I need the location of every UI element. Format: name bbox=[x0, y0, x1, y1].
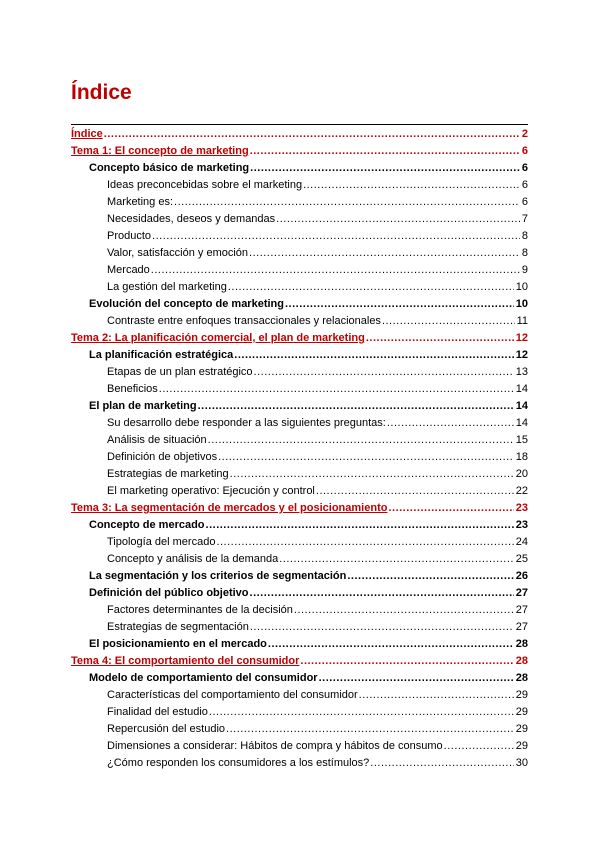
toc-entry[interactable] bbox=[71, 449, 528, 466]
toc-entry[interactable] bbox=[71, 126, 528, 143]
toc-entry-label: Concepto básico de marketing bbox=[89, 162, 250, 174]
toc-entry-page: 23 bbox=[515, 519, 528, 531]
toc-entry-label: Valor, satisfacción y emoción bbox=[107, 247, 249, 259]
toc-entry-page: 27 bbox=[515, 604, 528, 616]
toc-entry-page: 10 bbox=[515, 298, 528, 310]
dot-leader bbox=[226, 721, 514, 738]
dot-leader bbox=[370, 755, 513, 772]
dot-leader bbox=[294, 602, 514, 619]
toc-entry-label: El posicionamiento en el mercado bbox=[89, 638, 267, 650]
dot-leader bbox=[316, 483, 514, 500]
toc-entry-label: Tema 2: La planificación comercial, el plan de marketing bbox=[71, 332, 365, 344]
toc-entry[interactable] bbox=[71, 211, 528, 228]
dot-leader bbox=[250, 585, 514, 602]
dot-leader bbox=[285, 296, 514, 313]
toc-entry[interactable] bbox=[71, 177, 528, 194]
toc-entry-page: 28 bbox=[515, 638, 528, 650]
toc-entry-page: 26 bbox=[515, 570, 528, 582]
toc-entry-page: 29 bbox=[515, 689, 528, 701]
toc-entry-page: 28 bbox=[515, 672, 528, 684]
toc-entry[interactable] bbox=[71, 619, 528, 636]
dot-leader bbox=[249, 245, 520, 262]
toc-entry[interactable] bbox=[71, 534, 528, 551]
toc-entry[interactable] bbox=[71, 687, 528, 704]
toc-entry-page: 7 bbox=[521, 213, 528, 225]
toc-entry[interactable] bbox=[71, 381, 528, 398]
toc-entry-label: La planificación estratégica bbox=[89, 349, 234, 361]
toc-entry-label: El marketing operativo: Ejecución y control bbox=[107, 485, 315, 497]
toc-entry-label: Evolución del concepto de marketing bbox=[89, 298, 284, 310]
dot-leader bbox=[276, 211, 520, 228]
toc-entry-label: Concepto de mercado bbox=[89, 519, 205, 531]
toc-entry[interactable] bbox=[71, 245, 528, 262]
dot-leader bbox=[234, 347, 513, 364]
toc-entry-page: 6 bbox=[521, 179, 528, 191]
toc-entry[interactable] bbox=[71, 160, 528, 177]
toc-entry-page: 23 bbox=[515, 502, 528, 514]
toc-entry-page: 27 bbox=[515, 587, 528, 599]
dot-leader bbox=[250, 160, 520, 177]
toc-entry[interactable] bbox=[71, 296, 528, 313]
toc-entry-page: 8 bbox=[521, 247, 528, 259]
dot-leader bbox=[174, 194, 520, 211]
dot-leader bbox=[303, 177, 520, 194]
toc-entry-label: Dimensiones a considerar: Hábitos de compra y hábitos de consumo bbox=[107, 740, 443, 752]
toc-entry[interactable] bbox=[71, 194, 528, 211]
dot-leader bbox=[279, 551, 514, 568]
toc-entry-label: Características del comportamiento del consumidor bbox=[107, 689, 358, 701]
dot-leader bbox=[268, 636, 514, 653]
toc-entry[interactable] bbox=[71, 398, 528, 415]
toc-entry[interactable] bbox=[71, 330, 528, 347]
toc-entry[interactable] bbox=[71, 466, 528, 483]
toc-entry-label: Mercado bbox=[107, 264, 150, 276]
toc-entry[interactable] bbox=[71, 755, 528, 772]
toc-entry-label: Marketing es: bbox=[107, 196, 174, 208]
toc-entry[interactable] bbox=[71, 143, 528, 160]
toc-entry-page: 15 bbox=[515, 434, 528, 446]
toc-entry-page: 6 bbox=[521, 145, 528, 157]
dot-leader bbox=[347, 568, 513, 585]
toc-entry[interactable] bbox=[71, 517, 528, 534]
toc-entry-label: Su desarrollo debe responder a las siguientes preguntas: bbox=[107, 417, 386, 429]
dot-leader bbox=[218, 449, 514, 466]
toc-entry[interactable] bbox=[71, 313, 528, 330]
toc-entry-label: Tema 3: La segmentación de mercados y el posicionamiento bbox=[71, 502, 388, 514]
page-title: Índice bbox=[71, 81, 132, 104]
toc-entry-page: 24 bbox=[515, 536, 528, 548]
toc-entry-label: Concepto y análisis de la demanda bbox=[107, 553, 279, 565]
toc-entry[interactable] bbox=[71, 228, 528, 245]
document-page bbox=[71, 80, 528, 772]
toc-entry-label: La segmentación y los criterios de segmentación bbox=[89, 570, 347, 582]
toc-entry-label: Estrategias de segmentación bbox=[107, 621, 249, 633]
toc-entry[interactable] bbox=[71, 602, 528, 619]
dot-leader bbox=[151, 262, 520, 279]
toc-entry-page: 20 bbox=[515, 468, 528, 480]
toc-entry-page: 14 bbox=[515, 400, 528, 412]
dot-leader bbox=[359, 687, 514, 704]
toc-entry-page: 9 bbox=[521, 264, 528, 276]
toc-entry-label: La gestión del marketing bbox=[107, 281, 227, 293]
toc-entry-page: 6 bbox=[521, 162, 528, 174]
toc-entry[interactable] bbox=[71, 432, 528, 449]
toc-entry-label: Tipología del mercado bbox=[107, 536, 216, 548]
toc-entry-label: Estrategias de marketing bbox=[107, 468, 229, 480]
toc-entry-page: 13 bbox=[515, 366, 528, 378]
toc-entry[interactable] bbox=[71, 636, 528, 653]
toc-entry-label: ¿Cómo responden los consumidores a los estímulos? bbox=[107, 757, 370, 769]
toc-entry-page: 11 bbox=[516, 315, 528, 327]
toc-entry[interactable] bbox=[71, 483, 528, 500]
dot-leader bbox=[366, 330, 514, 347]
toc-entry-label: Producto bbox=[107, 230, 152, 242]
dot-leader bbox=[209, 704, 514, 721]
dot-leader bbox=[228, 279, 514, 296]
toc-entry-label: Definición del público objetivo bbox=[89, 587, 249, 599]
toc-entry[interactable] bbox=[71, 364, 528, 381]
toc-entry-label: Repercusión del estudio bbox=[107, 723, 226, 735]
toc-entry[interactable] bbox=[71, 670, 528, 687]
toc-entry-label: Definición de objetivos bbox=[107, 451, 218, 463]
toc-entry-page: 2 bbox=[521, 128, 528, 140]
dot-leader bbox=[388, 500, 513, 517]
dot-leader bbox=[208, 432, 514, 449]
toc-entry-page: 28 bbox=[515, 655, 528, 667]
dot-leader bbox=[198, 398, 514, 415]
dot-leader bbox=[382, 313, 515, 330]
toc-entry-page: 22 bbox=[515, 485, 528, 497]
dot-leader bbox=[300, 653, 513, 670]
toc-entry-label: Necesidades, deseos y demandas bbox=[107, 213, 276, 225]
toc-entry-page: 12 bbox=[515, 332, 528, 344]
toc-entry[interactable] bbox=[71, 568, 528, 585]
toc-entry-label: Contraste entre enfoques transaccionales y relacionales bbox=[107, 315, 381, 327]
toc-entry-label: Factores determinantes de la decisión bbox=[107, 604, 293, 616]
toc-entry[interactable] bbox=[71, 721, 528, 738]
dot-leader bbox=[159, 381, 514, 398]
toc-entry[interactable] bbox=[71, 653, 528, 670]
toc-entry[interactable] bbox=[71, 279, 528, 296]
dot-leader bbox=[230, 466, 514, 483]
toc-entry-label: Ideas preconcebidas sobre el marketing bbox=[107, 179, 303, 191]
toc-entry-label: Etapas de un plan estratégico bbox=[107, 366, 253, 378]
title-rule bbox=[71, 124, 528, 125]
toc-entry-page: 27 bbox=[515, 621, 528, 633]
toc-entry-label: Índice bbox=[71, 128, 103, 140]
dot-leader bbox=[250, 143, 520, 160]
toc-entry[interactable] bbox=[71, 262, 528, 279]
dot-leader bbox=[319, 670, 514, 687]
toc-entry[interactable] bbox=[71, 500, 528, 517]
toc-entry[interactable] bbox=[71, 415, 528, 432]
toc-entry[interactable] bbox=[71, 585, 528, 602]
toc-entry-label: El plan de marketing bbox=[89, 400, 197, 412]
toc-entry-page: 18 bbox=[515, 451, 528, 463]
toc-entry-label: Modelo de comportamiento del consumidor bbox=[89, 672, 318, 684]
toc-entry[interactable] bbox=[71, 738, 528, 755]
toc-entry-page: 6 bbox=[521, 196, 528, 208]
toc-entry-page: 29 bbox=[515, 706, 528, 718]
toc-entry-label: Análisis de situación bbox=[107, 434, 207, 446]
toc-entry[interactable] bbox=[71, 551, 528, 568]
dot-leader bbox=[216, 534, 513, 551]
toc-entry-label: Tema 4: El comportamiento del consumidor bbox=[71, 655, 300, 667]
toc-entry-page: 14 bbox=[515, 383, 528, 395]
toc-entry[interactable] bbox=[71, 704, 528, 721]
toc-entry-page: 29 bbox=[515, 723, 528, 735]
table-of-contents bbox=[71, 126, 528, 772]
dot-leader bbox=[250, 619, 514, 636]
toc-entry-page: 30 bbox=[515, 757, 528, 769]
toc-entry-label: Beneficios bbox=[107, 383, 158, 395]
dot-leader bbox=[387, 415, 514, 432]
dot-leader bbox=[104, 126, 520, 143]
toc-entry-page: 8 bbox=[521, 230, 528, 242]
dot-leader bbox=[152, 228, 520, 245]
dot-leader bbox=[206, 517, 514, 534]
toc-entry-page: 29 bbox=[515, 740, 528, 752]
dot-leader bbox=[254, 364, 514, 381]
toc-entry-page: 10 bbox=[515, 281, 528, 293]
toc-entry-label: Tema 1: El concepto de marketing bbox=[71, 145, 249, 157]
toc-entry-page: 14 bbox=[515, 417, 528, 429]
toc-entry-label: Finalidad del estudio bbox=[107, 706, 208, 718]
toc-entry[interactable] bbox=[71, 347, 528, 364]
toc-entry-page: 25 bbox=[515, 553, 528, 565]
toc-entry-page: 12 bbox=[515, 349, 528, 361]
dot-leader bbox=[444, 738, 514, 755]
